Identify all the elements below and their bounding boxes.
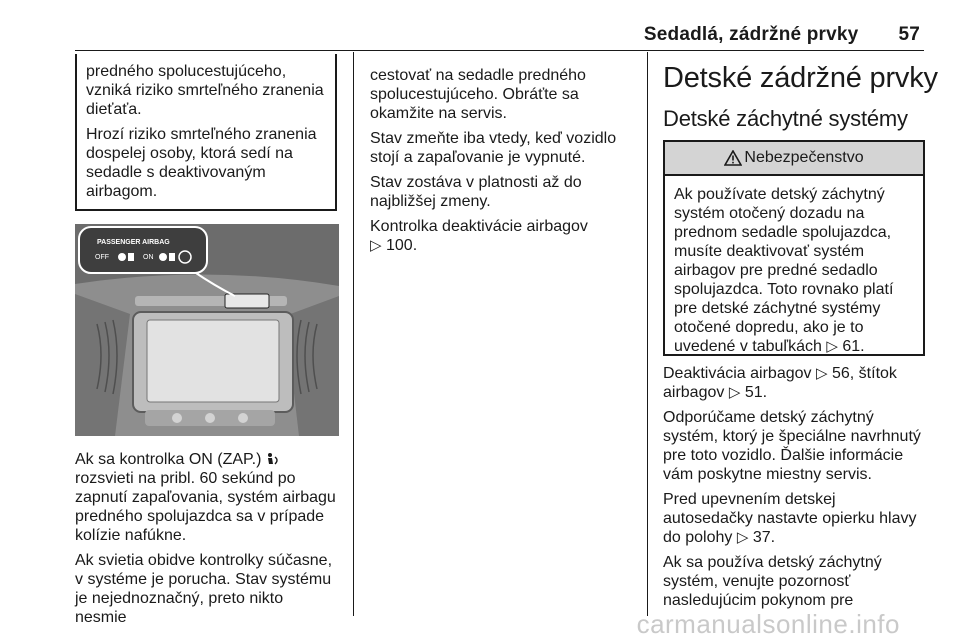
dashboard-figure — [75, 224, 339, 436]
text-line: airbagom. — [86, 183, 158, 200]
page-number: 57 — [898, 24, 920, 45]
page-ref-icon: ▷ — [736, 529, 749, 546]
col3-text — [663, 364, 925, 616]
text-line: spolucestujúceho. Obráťte sa — [370, 86, 579, 103]
col1-text — [75, 450, 339, 633]
text-line: systém, venujte pozornosť — [663, 573, 851, 590]
text-line: pre detské záchytné systémy — [674, 300, 881, 317]
paragraph — [663, 408, 925, 484]
text-line — [663, 383, 925, 402]
off-label: OFF — [95, 254, 109, 261]
page-ref-link[interactable]: 100. — [386, 237, 418, 254]
text-line: Ak sa používa detský záchytný — [663, 554, 882, 571]
paragraph — [370, 217, 630, 255]
text-line: vám poskytne miestny servis. — [663, 466, 872, 483]
text-line: Stav zostáva v platnosti až do — [370, 174, 582, 191]
text-span: Ak sa kontrolka ON (ZAP.) — [75, 451, 262, 468]
paragraph — [663, 364, 925, 402]
text-line — [674, 337, 915, 356]
page-ref-icon: ▷ — [370, 237, 382, 254]
airbag-passenger-icon — [266, 452, 280, 466]
text-line: Pred upevnením detskej — [663, 491, 836, 508]
paragraph — [75, 551, 339, 627]
text-line: autosedačky nastavte opierku hlavy — [663, 510, 917, 527]
text-line: stojí a zapaľovanie je vypnuté. — [370, 149, 586, 166]
text-span: airbagov — [663, 384, 725, 401]
text-line: systém, ktorý je špeciálne navrhnutý — [663, 428, 921, 445]
text-line: dieťaťa. — [86, 101, 142, 118]
text-line — [370, 236, 630, 255]
paragraph — [370, 173, 630, 211]
warning-para-2 — [86, 125, 327, 201]
text-span: do polohy — [663, 529, 733, 546]
paragraph — [370, 129, 630, 167]
text-line: nasledujúcim pokynom pre — [663, 592, 854, 609]
page-ref-icon: ▷ — [815, 365, 828, 382]
passenger-airbag-label: PASSENGER AIRBAG — [97, 239, 170, 246]
text-line: vzniká riziko smrteľného zranenia — [86, 82, 324, 99]
page-ref-link[interactable]: 37. — [752, 529, 776, 546]
text-line: cestovať na sedadle predného — [370, 67, 586, 84]
subsection-heading: Detské záchytné systémy — [663, 106, 908, 131]
warning-triangle-icon — [724, 150, 742, 166]
section-title: Sedadlá, zádržné prvky — [643, 24, 859, 45]
danger-body — [665, 176, 923, 356]
page-ref-icon: ▷ — [728, 384, 741, 401]
text-line — [75, 450, 339, 469]
text-line: Hrozí riziko smrteľného zranenia — [86, 126, 317, 143]
column-divider-1 — [353, 52, 354, 616]
paragraph — [370, 66, 630, 123]
text-line — [663, 364, 925, 383]
danger-title-bar — [665, 142, 923, 176]
text-line: Odporúčame detský záchytný — [663, 409, 874, 426]
page-ref-link[interactable]: 56, štítok — [831, 365, 897, 382]
text-line: je nejednoznačný, preto nikto nesmie — [75, 590, 284, 626]
page-ref-icon: ▷ — [826, 338, 838, 355]
text-line: Stav zmeňte iba vtedy, keď vozidlo — [370, 130, 617, 147]
text-line — [663, 528, 925, 547]
danger-box — [663, 140, 925, 356]
col2-text — [370, 66, 630, 261]
text-line: okamžite na servis. — [370, 105, 507, 122]
text-line: predného spolucestujúceho, — [86, 63, 287, 80]
text-line: zapnutí zapaľovania, systém airbagu — [75, 489, 336, 506]
watermark: carmanualsonline.info — [636, 609, 900, 639]
column-divider-2 — [647, 52, 648, 616]
text-line: systém otočený dozadu na — [674, 205, 865, 222]
text-line: otočené dopredu, ako je to — [674, 319, 864, 336]
section-heading: Detské zádržné prvky — [663, 62, 938, 94]
text-line: pre toto vozidlo. Ďalšie informácie — [663, 447, 904, 464]
warning-box-continued — [75, 54, 337, 211]
paragraph — [75, 450, 339, 545]
header-rule — [75, 50, 924, 51]
text-line: Ak používate detský záchytný — [674, 186, 885, 203]
danger-title: Nebezpečenstvo — [744, 149, 864, 166]
text-line: predného spolujazdca sa v prípade — [75, 508, 325, 525]
text-span: Deaktivácia airbagov — [663, 365, 812, 382]
text-line: dospelej osoby, ktorá sedí na — [86, 145, 293, 162]
paragraph — [663, 490, 925, 547]
text-line: sedadle s deaktivovaným — [86, 164, 266, 181]
text-line: rozsvieti na pribl. 60 sekúnd po — [75, 470, 296, 487]
page-ref-link[interactable]: 51. — [744, 384, 768, 401]
text-line: musíte deaktivovať systém — [674, 243, 865, 260]
text-line: Kontrolka deaktivácie airbagov — [370, 218, 588, 235]
text-line: kolízie nafúkne. — [75, 527, 187, 544]
on-label: ON — [143, 254, 154, 261]
page-ref-link[interactable]: 61. — [842, 338, 865, 355]
dashboard-illustration — [75, 224, 339, 436]
text-line: spolujazdca. Toto rovnako platí — [674, 281, 894, 298]
text-line: v systéme je porucha. Stav systému — [75, 571, 332, 588]
text-line: prednom sedadle spolujazdca, — [674, 224, 892, 241]
text-span: uvedené v tabuľkách — [674, 338, 822, 355]
warning-para-1 — [86, 62, 327, 119]
paragraph — [663, 553, 925, 610]
text-line: najbližšej zmeny. — [370, 193, 491, 210]
text-line: airbagov pre predné sedadlo — [674, 262, 878, 279]
text-line: Ak svietia obidve kontrolky súčasne, — [75, 552, 333, 569]
page-header — [644, 24, 920, 46]
